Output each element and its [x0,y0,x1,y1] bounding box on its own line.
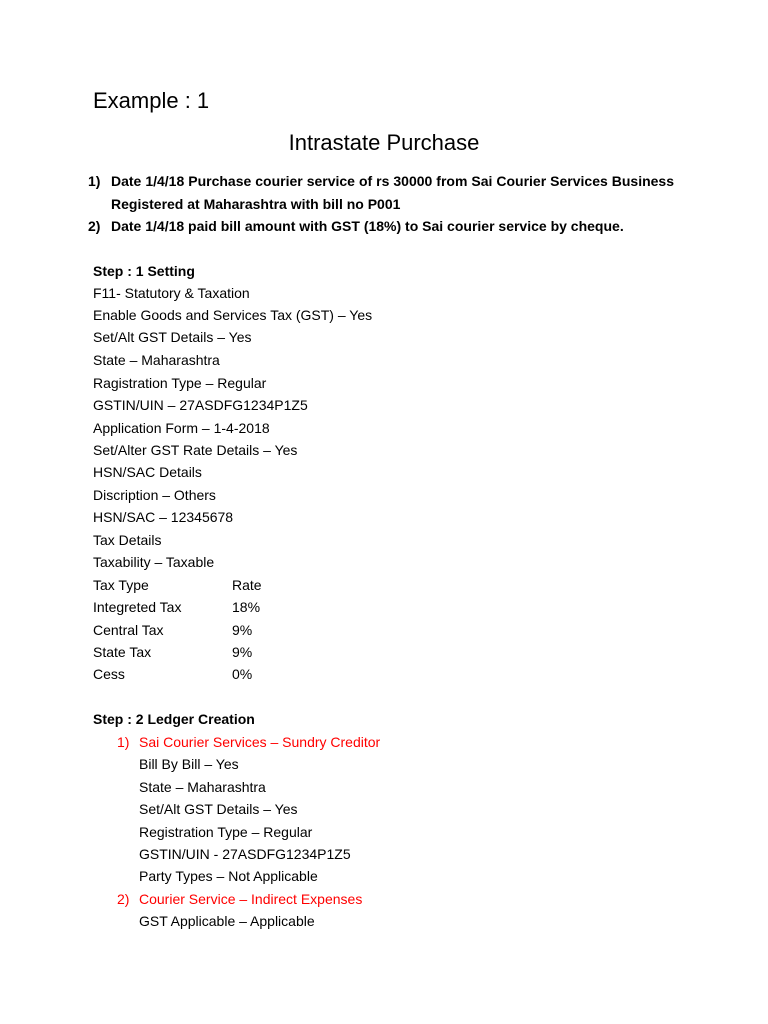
ledger-detail: GSTIN/UIN - 27ASDFG1234P1Z5 [139,846,351,862]
setting-line: F11- Statutory & Taxation [93,285,250,301]
setting-line: State – Maharashtra [93,352,220,368]
ledger-number: 1) [117,734,130,750]
setting-line: HSN/SAC Details [93,464,202,480]
setting-line: Ragistration Type – Regular [93,375,267,391]
page-title: Intrastate Purchase [288,130,480,155]
example-title: Example : 1 [93,88,210,113]
ledger-number: 2) [117,891,130,907]
ledger-detail: Bill By Bill – Yes [139,756,239,772]
tax-rate: 0% [232,666,253,682]
tax-type: Cess [93,666,125,682]
question-2 [88,215,674,238]
tax-type: Integreted Tax [93,599,182,615]
setting-line: Taxability – Taxable [93,554,215,570]
question-text: Date 1/4/18 Purchase courier service of rs 30000 from Sai Courier Services Business Registered at Maharashtra with bill no P001 [111,173,674,212]
setting-line: Application Form – 1-4-2018 [93,420,270,436]
tax-rate: 18% [232,599,261,615]
question-1 [88,170,674,215]
ledger-detail: Registration Type – Regular [139,824,313,840]
ledger-detail: GST Applicable – Applicable [139,913,315,929]
setting-line: Set/Alter GST Rate Details – Yes [93,442,298,458]
setting-line: GSTIN/UIN – 27ASDFG1234P1Z5 [93,397,308,413]
ledger-title: Sai Courier Services – Sundry Creditor [139,734,381,750]
tax-table-header-rate: Rate [232,577,262,593]
step1-heading: Step : 1 Setting [93,263,195,279]
tax-rate: 9% [232,622,253,638]
question-text: Date 1/4/18 paid bill amount with GST (18%) to Sai courier service by cheque. [111,218,624,234]
question-number: 2) [88,218,101,234]
ledger-detail: Set/Alt GST Details – Yes [139,801,298,817]
setting-line: Enable Goods and Services Tax (GST) – Yes [93,307,373,323]
tax-type: State Tax [93,644,152,660]
ledger-detail: Party Types – Not Applicable [139,868,318,884]
tax-type: Central Tax [93,622,164,638]
setting-line: HSN/SAC – 12345678 [93,509,234,525]
setting-line: Discription – Others [93,487,216,503]
question-number: 1) [88,173,101,189]
ledger-detail: State – Maharashtra [139,779,266,795]
setting-line: Set/Alt GST Details – Yes [93,329,252,345]
tax-rate: 9% [232,644,253,660]
setting-line: Tax Details [93,532,162,548]
tax-table-header-type: Tax Type [93,577,149,593]
ledger-title: Courier Service – Indirect Expenses [139,891,363,907]
step2-heading: Step : 2 Ledger Creation [93,711,255,727]
